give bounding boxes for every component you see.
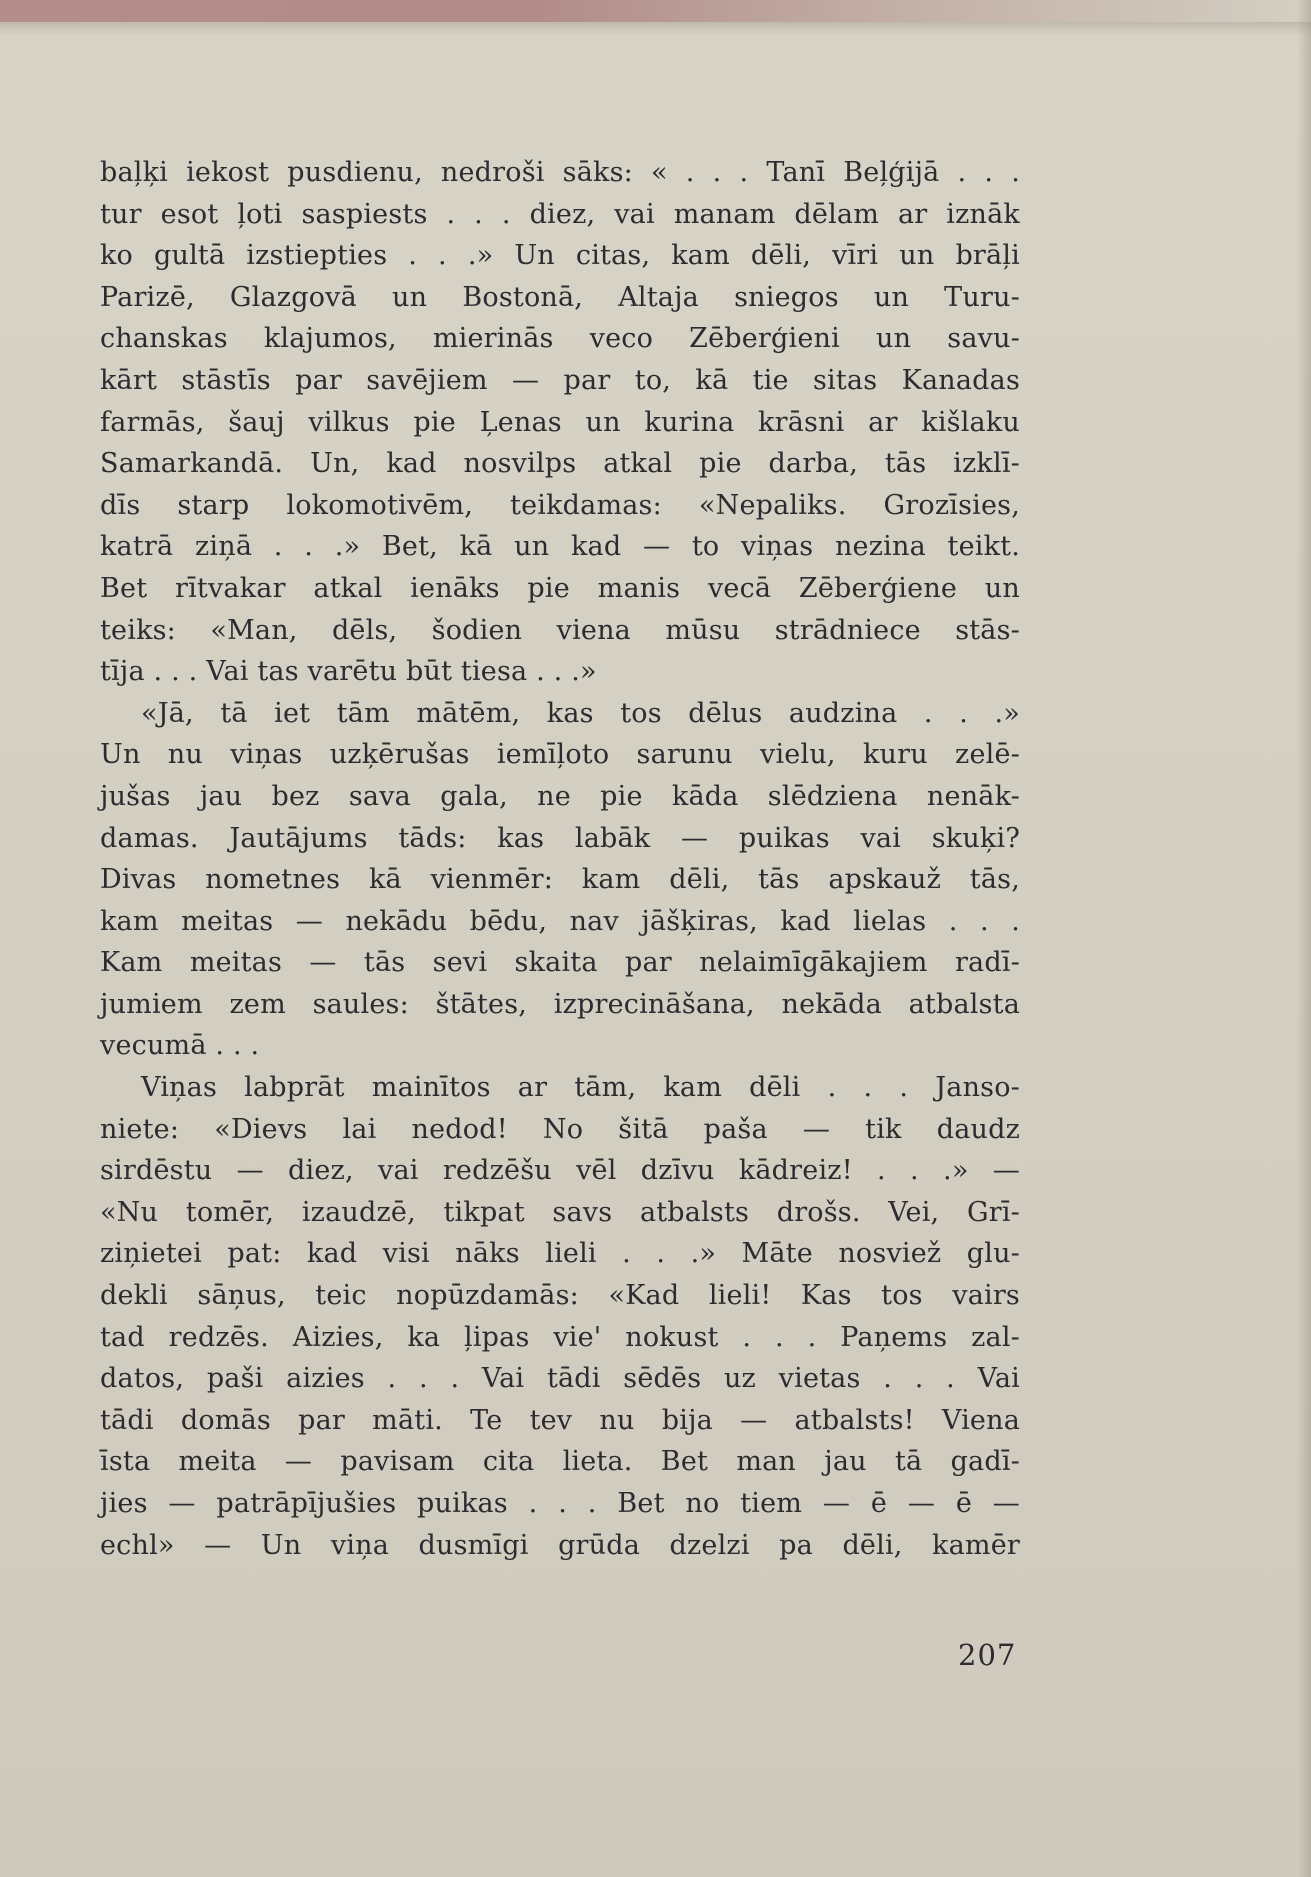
- text-line: «Nu tomēr, izaudzē, tikpat savs atbalsts drošs. Vei, Grī-: [100, 1196, 1020, 1228]
- text-line: kārt stāstīs par savējiem — par to, kā tie sitas Kanadas: [100, 364, 1020, 396]
- text-line: ko gultā izstiepties . . .» Un citas, kam dēli, vīri un brāļi: [100, 240, 1020, 272]
- text-line: datos, paši aizies . . . Vai tādi sēdēs uz vietas . . . Vai: [100, 1363, 1020, 1395]
- page-number: 207: [958, 1638, 1017, 1672]
- text-line: jumiem zem saules: štātes, izprecināšana, nekāda atbalsta: [100, 988, 1020, 1020]
- text-line: chanskas klajumos, mierinās veco Zēberģieni un savu-: [100, 323, 1020, 355]
- text-line: Parizē, Glazgovā un Bostonā, Altaja sniegos un Turu-: [100, 281, 1020, 313]
- text-line: tādi domās par māti. Te tev nu bija — atbalsts! Viena: [100, 1404, 1020, 1436]
- text-line: baļķi iekost pusdienu, nedroši sāks: « . . . Tanī Beļģijā . . .: [100, 157, 1020, 188]
- text-line: sirdēstu — diez, vai redzēšu vēl dzīvu kādreiz! . . .» —: [100, 1155, 1020, 1187]
- text-line: farmās, šauj vilkus pie Ļenas un kurina krāsni ar kišlaku: [100, 406, 1020, 438]
- text-line: «Jā, tā iet tām mātēm, kas tos dēlus audzina . . .»: [141, 697, 1020, 729]
- text-line: tīja . . . Vai tas varētu būt tiesa . . .»: [100, 656, 597, 688]
- text-line: jušas jau bez sava gala, ne pie kāda slēdziena nenāk-: [100, 780, 1020, 812]
- text-line: dīs starp lokomotivēm, teikdamas: «Nepaliks. Grozīsies,: [100, 489, 1020, 521]
- text-line: teiks: «Man, dēls, šodien viena mūsu strādniece stās-: [100, 614, 1020, 646]
- text-line: niete: «Dievs lai nedod! No šitā paša — tik daudz: [100, 1113, 1020, 1145]
- text-line: damas. Jautājums tāds: kas labāk — puikas vai skuķi?: [100, 822, 1020, 854]
- text-line: Divas nometnes kā vienmēr: kam dēli, tās apskauž tās,: [100, 864, 1020, 896]
- page-top-shadow: [0, 22, 1311, 36]
- text-line: Bet rītvakar atkal ienāks pie manis vecā Zēberģiene un: [100, 572, 1020, 604]
- page-right-edge: [1297, 0, 1311, 1877]
- text-line: jies — patrāpījušies puikas . . . Bet no tiem — ē — ē —: [100, 1488, 1020, 1519]
- text-line: īsta meita — pavisam cita lieta. Bet man jau tā gadī-: [100, 1446, 1020, 1478]
- text-line: dekli sāņus, teic nopūzdamās: «Kad lieli! Kas tos vairs: [100, 1280, 1020, 1312]
- text-line: Samarkandā. Un, kad nosvilps atkal pie darba, tās izklī-: [100, 448, 1020, 480]
- text-line: Kam meitas — tās sevi skaita par nelaimīgākajiem radī-: [100, 947, 1020, 979]
- text-line: tur esot ļoti saspiests . . . diez, vai manam dēlam ar iznāk: [100, 198, 1020, 230]
- text-line: katrā ziņā . . .» Bet, kā un kad — to viņas nezina teikt.: [100, 531, 1020, 563]
- text-line: tad redzēs. Aizies, ka ļipas vie' nokust . . . Paņems zal-: [100, 1321, 1020, 1353]
- body-text: [100, 152, 1020, 1566]
- text-line: echl» — Un viņa dusmīgi grūda dzelzi pa dēli, kamēr: [100, 1529, 1020, 1561]
- text-line: vecumā . . .: [100, 1030, 260, 1062]
- text-line: Viņas labprāt mainītos ar tām, kam dēli . . . Janso-: [141, 1072, 1020, 1104]
- text-line: kam meitas — nekādu bēdu, nav jāšķiras, kad lielas . . .: [100, 905, 1020, 937]
- text-line: Un nu viņas uzķērušas iemīļoto sarunu vielu, kuru zelē-: [100, 739, 1020, 771]
- page-top-edge: [0, 0, 1311, 22]
- text-line: ziņietei pat: kad visi nāks lieli . . .» Māte nosviež glu-: [100, 1238, 1020, 1270]
